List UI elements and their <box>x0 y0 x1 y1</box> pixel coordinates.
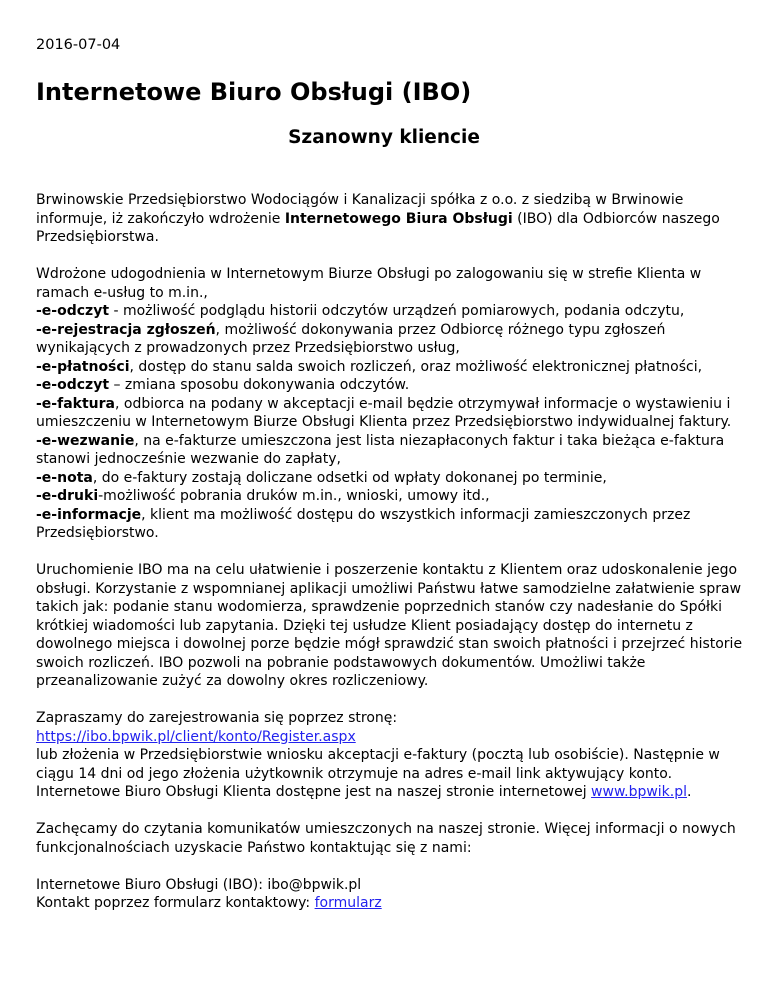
feature-desc: , do e-faktury zostają doliczane odsetki od wpłaty dokonanej po terminie, <box>92 469 607 486</box>
register-lead: Zapraszamy do zarejestrowania się poprzez stronę: <box>36 710 398 726</box>
feature-item <box>36 488 490 504</box>
intro-bold: Internetowego Biura Obsługi <box>284 210 513 227</box>
register-end: . <box>687 784 692 800</box>
feature-term: -e-rejestracja zgłoszeń <box>36 321 216 338</box>
feature-term: -e-odczyt <box>36 377 110 393</box>
intro-paragraph <box>36 191 746 247</box>
feature-item <box>36 303 684 319</box>
feature-term: -e-druki <box>36 488 99 504</box>
page-title: Internetowe Biuro Obsługi (IBO) <box>36 78 472 106</box>
feature-desc: , możliwość dokonywania przez Odbiorcę różnego typu zgłoszeń wynikających z prowadzonych przez Przedsiębiorstwo usług, <box>36 321 666 356</box>
register-text: lub złożenia w Przedsiębiorstwie wniosku akceptacji e-faktury (pocztą lub osobiście). Następnie w ciągu 14 dni od jego złożenia użytkownik otrzymuje na adres e-mail link aktywujący konto. Internetowe Biuro Obsługi Klienta dostępne jest na naszej stronie internetowej <box>36 747 720 800</box>
document-date: 2016-07-04 <box>36 37 121 53</box>
contact-paragraph <box>36 876 746 913</box>
feature-desc: – zmiana sposobu dokonywania odczytów. <box>109 377 410 393</box>
greeting-heading: Szanowny kliencie <box>288 127 480 148</box>
feature-desc: , na e-fakturze umieszczona jest lista niezapłaconych faktur i taka bieżąca e-faktura stanowi jednocześnie wezwanie do zapłaty, <box>36 432 725 467</box>
document-body <box>36 191 746 931</box>
feature-term: -e-płatności <box>36 358 130 375</box>
feature-desc: , odbiorca na podany w akceptacji e-mail będzie otrzymywał informacje o wystawieniu i umieszczeniu w Internetowym Biurze Obsługi Klienta przez Przedsiębiorstwo indywidualnej faktury. <box>36 395 732 430</box>
contact-email-line: Internetowe Biuro Obsługi (IBO): ibo@bpwik.pl <box>36 876 362 893</box>
features-paragraph <box>36 265 746 543</box>
intro-text: Brwinowskie Przedsiębiorstwo Wodociągów i Kanalizacji spółka z o.o. z siedzibą w Brwinowie informuje, iż zakończyło wdrożenie <box>36 192 684 227</box>
feature-item <box>36 377 409 393</box>
feature-item <box>36 433 724 468</box>
feature-item <box>36 359 702 375</box>
feature-item <box>36 322 665 357</box>
register-link[interactable]: https://ibo.bpwik.pl/client/konto/Register.aspx <box>36 728 356 745</box>
feature-term: -e-odczyt <box>36 303 110 319</box>
feature-item <box>36 396 731 431</box>
purpose-paragraph: Uruchomienie IBO ma na celu ułatwienie i poszerzenie kontaktu z Klientem oraz udoskonalenie jego obsługi. Korzystanie z wspomnianej aplikacji umożliwi Państwu łatwe samodzielne załatwienie spraw takich jak: podanie stanu wodomierza, sprawdzenie poprzednich stanów czy nadesłanie do Spółki krótkiej wiadomości lub zapytania. Dzięki tej usłudze Klient posiadający dostęp do internetu z dowolnego miejsca i dowolnej porze będzie mógł sprawdzić stan swoich płatności i przejrzeć historie swoich rozliczeń. IBO pozwoli na pobranie podstawowych dokumentów. Umożliwi także przeanalizowanie zużyć za dowolny okres rozliczeniowy. <box>36 562 743 689</box>
website-link[interactable]: www.bpwik.pl <box>591 784 688 800</box>
feature-desc: , dostęp do stanu salda swoich rozliczeń, oraz możliwość elektronicznej płatności, <box>129 358 703 375</box>
contact-form-lead: Kontakt poprzez formularz kontaktowy: <box>36 895 315 911</box>
feature-term: -e-nota <box>36 469 93 486</box>
feature-desc: -możliwość pobrania druków m.in., wnioski, umowy itd., <box>98 488 490 504</box>
feature-desc: , klient ma możliwość dostępu do wszystkich informacji zamieszczonych przez Przedsiębiorstwo. <box>36 506 691 541</box>
encourage-paragraph: Zachęcamy do czytania komunikatów umieszczonych na naszej stronie. Więcej informacji o nowych funkcjonalnościach uzyskacie Państwo kontaktując się z nami: <box>36 821 736 856</box>
feature-item <box>36 507 690 542</box>
contact-form-link[interactable]: formularz <box>314 895 382 911</box>
features-lead: Wdrożone udogodnienia w Internetowym Biurze Obsługi po zalogowaniu się w strefie Klienta w ramach e-usług to m.in., <box>36 266 702 301</box>
feature-term: -e-informacje <box>36 506 142 523</box>
register-paragraph <box>36 709 746 802</box>
feature-item <box>36 470 607 486</box>
feature-term: -e-faktura <box>36 395 115 412</box>
feature-desc: - możliwość podglądu historii odczytów urządzeń pomiarowych, podania odczytu, <box>109 303 685 319</box>
intro-text-end: (IBO) dla Odbiorców naszego Przedsiębiorstwa. <box>36 210 720 245</box>
feature-term: -e-wezwanie <box>36 432 135 449</box>
